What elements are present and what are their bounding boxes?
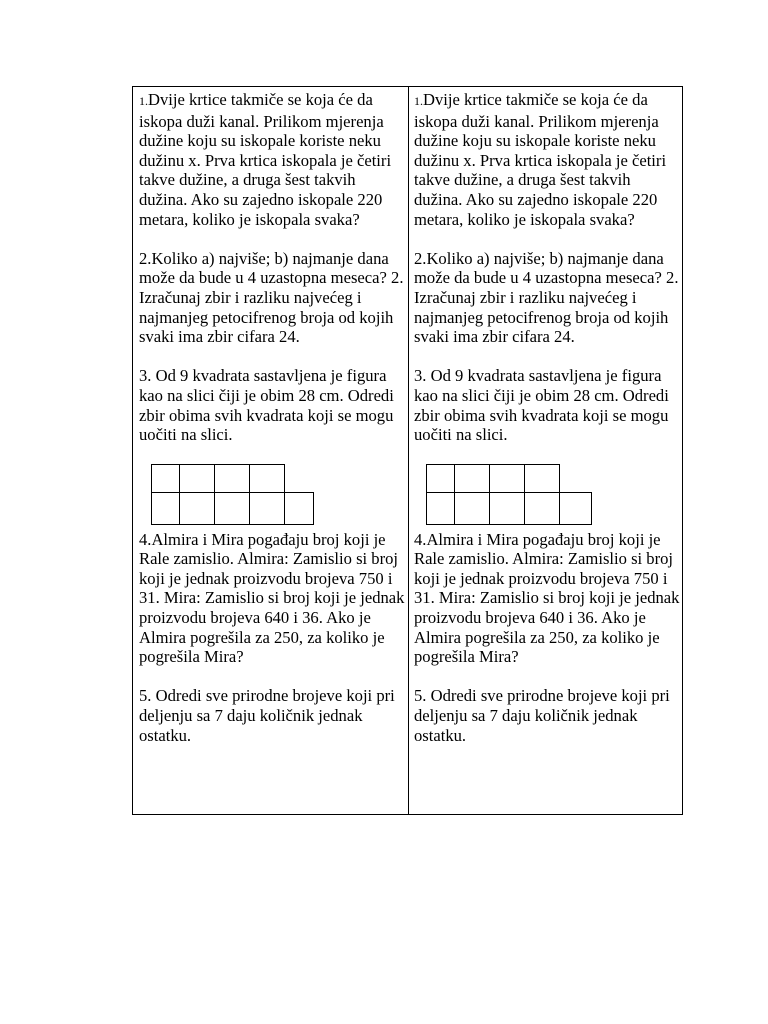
problem-5: 5. Odredi sve prirodne brojeve koji pri deljenju sa 7 daju količnik jednak ostatku. — [139, 686, 399, 745]
problem-1-number: 1. — [414, 94, 423, 108]
problem-1-number: 1. — [139, 94, 148, 108]
squares-figure — [414, 464, 682, 530]
figure-square — [524, 464, 560, 493]
column-divider — [408, 87, 409, 814]
problem-3: 3. Od 9 kvadrata sastavljena je figura kao na slici čiji je obim 28 cm. Odredi zbir obima svih kvadrata koji se mogu uočiti na slici. — [414, 366, 673, 445]
figure-square — [151, 464, 180, 493]
figure-square — [179, 464, 215, 493]
worksheet-table — [132, 86, 683, 815]
worksheet-column-left — [139, 90, 407, 745]
figure-square — [454, 464, 490, 493]
figure-square — [489, 464, 525, 493]
problem-1 — [414, 90, 682, 229]
problem-2: 2.Koliko a) najviše; b) najmanje dana može da bude u 4 uzastopna meseca? 2. Izračunaj zbir i razliku najvećeg i najmanjeg petocifrenog broja od kojih svaki ima zbir cifara 24. — [414, 248, 683, 347]
problem-4: 4.Almira i Mira pogađaju broj koji je Rale zamislio. Almira: Zamislio si broj koji je jednak proizvodu brojeva 750 i 31. Mira: Zamislio si broj koji je jednak proizvodu brojeva 640 i 36. Ako je Almira pogrešila za 250, za koliko je pogrešila Mira? — [139, 529, 409, 667]
figure-square — [249, 492, 285, 525]
problem-5: 5. Odredi sve prirodne brojeve koji pri deljenju sa 7 daju količnik jednak ostatku. — [414, 686, 674, 745]
figure-square — [249, 464, 285, 493]
figure-square — [524, 492, 560, 525]
figure-square — [179, 492, 215, 525]
figure-square — [214, 464, 250, 493]
problem-4: 4.Almira i Mira pogađaju broj koji je Rale zamislio. Almira: Zamislio si broj koji je jednak proizvodu brojeva 750 i 31. Mira: Zamislio si broj koji je jednak proizvodu brojeva 640 i 36. Ako je Almira pogrešila za 250, za koliko je pogrešila Mira? — [414, 529, 684, 667]
figure-square — [151, 492, 180, 525]
squares-figure — [139, 464, 407, 530]
figure-square — [214, 492, 250, 525]
figure-square — [489, 492, 525, 525]
figure-square — [559, 492, 592, 525]
figure-square — [284, 492, 314, 525]
problem-3: 3. Od 9 kvadrata sastavljena je figura kao na slici čiji je obim 28 cm. Odredi zbir obima svih kvadrata koji se mogu uočiti na slici. — [139, 366, 398, 445]
figure-square — [426, 492, 455, 525]
figure-square — [454, 492, 490, 525]
problem-1-text: Dvije krtice takmiče se koja će da iskopa duži kanal. Prilikom mjerenja dužine koju su iskopale koriste neku dužinu x. Prva krtica iskopala je četiri takve dužine, a druga šest takvih dužina. Ako su zajedno iskopale 220 metara, koliko je iskopala svaka? — [139, 90, 396, 229]
worksheet-column-right — [414, 90, 682, 745]
problem-2: 2.Koliko a) najviše; b) najmanje dana može da bude u 4 uzastopna meseca? 2. Izračunaj zbir i razliku najvećeg i najmanjeg petocifrenog broja od kojih svaki ima zbir cifara 24. — [139, 248, 408, 347]
problem-1-text: Dvije krtice takmiče se koja će da iskopa duži kanal. Prilikom mjerenja dužine koju su iskopale koriste neku dužinu x. Prva krtica iskopala je četiri takve dužine, a druga šest takvih dužina. Ako su zajedno iskopale 220 metara, koliko je iskopala svaka? — [414, 90, 671, 229]
problem-1 — [139, 90, 407, 229]
figure-square — [426, 464, 455, 493]
